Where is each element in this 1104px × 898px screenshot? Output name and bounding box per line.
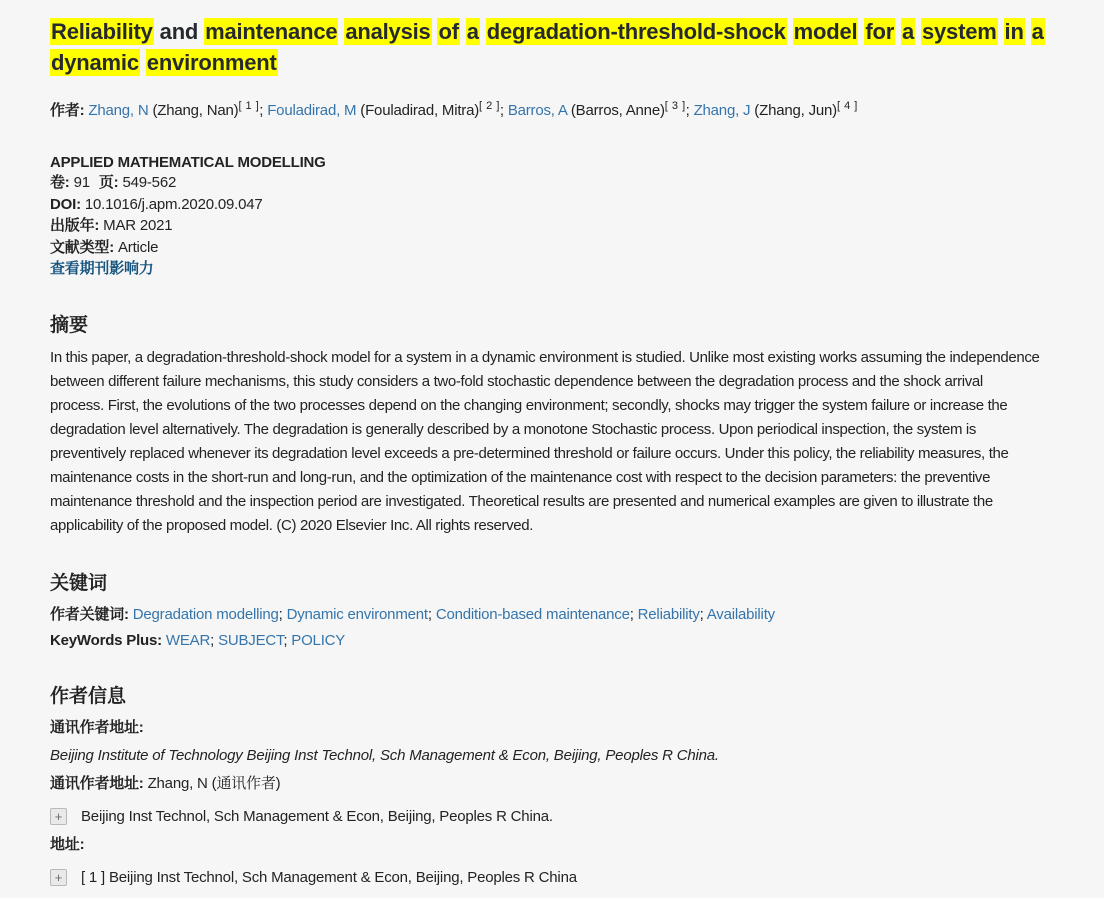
journal-block (50, 154, 1054, 280)
impact-line (50, 258, 1054, 280)
keyword-link[interactable]: WEAR (165, 631, 211, 649)
author-fullname: (Barros, Anne) (566, 102, 665, 119)
corr-author-value: Zhang, N (通讯作者) (147, 774, 281, 792)
corr-author-line (50, 773, 1054, 794)
authors-label: 作者: (50, 102, 85, 119)
title-highlight-word: maintenance (205, 19, 338, 44)
author-keywords-label: 作者关键词: (50, 605, 129, 623)
title-highlight-word: analysis (345, 19, 431, 44)
author-info-heading: 作者信息 (50, 685, 127, 707)
volume-pages-line (50, 172, 1054, 194)
address-label-line (50, 834, 1054, 855)
author-affiliation-number: [ 3 ] (664, 100, 686, 112)
article-title (50, 16, 1054, 78)
title-word: and (159, 19, 199, 44)
author-affiliation-number: [ 4 ] (836, 100, 858, 112)
pages-label: 页: (98, 174, 119, 191)
keywords-heading: 关键词 (50, 572, 108, 594)
title-highlight-word: in (1004, 19, 1024, 44)
title-highlight-word: of (438, 19, 459, 44)
doctype-value: Article (117, 238, 159, 256)
author-fullname: (Fouladirad, Mitra) (356, 102, 480, 119)
doctype-line (50, 237, 1054, 259)
keyword-link[interactable]: Dynamic environment (286, 605, 428, 623)
author-keywords-list: Degradation modelling; Dynamic environment; Condition-based maintenance; Reliability; Availability (132, 605, 775, 623)
keyword-link[interactable]: SUBJECT (218, 631, 284, 649)
keyword-link[interactable]: Reliability (637, 605, 700, 623)
title-highlight-word: environment (146, 50, 277, 75)
author-link[interactable]: Barros, A (507, 102, 567, 119)
doctype-label: 文献类型: (50, 238, 114, 256)
pubyear-line (50, 215, 1054, 237)
pubyear-label: 出版年: (50, 217, 100, 234)
address-item-row (50, 867, 1054, 888)
doi-label: DOI: (50, 195, 81, 213)
authors-list: Zhang, N (Zhang, Nan)[ 1 ]; Fouladirad, M (Fouladirad, Mitra)[ 2 ]; Barros, A (Barros, Anne)[ 3 ]; Zhang, J (Zhang, Jun)[ 4 ] (88, 100, 858, 119)
volume-label: 卷: (50, 174, 70, 191)
author-fullname: (Zhang, Nan) (148, 102, 239, 119)
abstract-heading: 摘要 (50, 314, 89, 336)
title-highlight-word: for (865, 19, 895, 44)
keyword-link[interactable]: Degradation modelling (132, 605, 279, 623)
pages-value: 549-562 (122, 174, 177, 191)
title-highlight-word: a (1031, 19, 1044, 44)
title-line-2 (50, 47, 1054, 78)
author-link[interactable]: Zhang, N (88, 102, 149, 119)
authors-line (50, 96, 1054, 121)
address-item-text: [ 1 ] Beijing Inst Technol, Sch Management & Econ, Beijing, Peoples R China (81, 868, 577, 886)
corr-address-label: 通讯作者地址: (50, 718, 144, 736)
corr-org-row (50, 806, 1054, 827)
title-highlight-word: system (921, 19, 997, 44)
title-highlight-word: model (793, 19, 858, 44)
view-journal-impact-link[interactable]: 查看期刊影响力 (50, 260, 154, 277)
title-line-1 (50, 16, 1054, 47)
author-affiliation-number: [ 2 ] (479, 100, 500, 112)
pubyear-value: MAR 2021 (103, 217, 173, 234)
doi-value: 10.1016/j.apm.2020.09.047 (84, 195, 263, 213)
title-highlight-word: dynamic (51, 50, 139, 75)
author-affiliation-number: [ 1 ] (238, 100, 260, 112)
corr-address-value: Beijing Institute of Technology Beijing Inst Technol, Sch Management & Econ, Beijing, Peoples R China. (50, 746, 719, 764)
title-highlight-word: Reliability (51, 19, 153, 44)
doi-line (50, 194, 1054, 216)
corr-address-label-line (50, 717, 1054, 738)
author-link[interactable]: Zhang, J (693, 102, 751, 119)
keyword-link[interactable]: Condition-based maintenance (435, 605, 630, 623)
corr-author-label: 通讯作者地址: (50, 774, 144, 792)
title-highlight-word: a (466, 19, 479, 44)
keywords-plus-line (50, 630, 1054, 651)
title-highlight-word: degradation-threshold-shock (486, 19, 786, 44)
keyword-link[interactable]: Availability (706, 605, 775, 623)
volume-value: 91 (73, 174, 90, 191)
expand-plus-icon[interactable]: + (50, 869, 67, 886)
journal-name: APPLIED MATHEMATICAL MODELLING (50, 154, 326, 171)
author-fullname: (Zhang, Jun) (750, 102, 837, 119)
author-link[interactable]: Fouladirad, M (267, 102, 357, 119)
title-highlight-word: a (902, 19, 915, 44)
keyword-link[interactable]: POLICY (291, 631, 346, 649)
keywords-plus-label: KeyWords Plus: (50, 631, 162, 649)
abstract-text: In this paper, a degradation-threshold-shock model for a system in a dynamic environment is studied. Unlike most existing works assuming the independence between different failure mechanisms, this study considers a two-fold stochastic dependence between the degradation process and the shock arrival process. First, the evolutions of the two processes depend on the changing environment; secondly, shocks may trigger the system failure or increase the degradation level alternatively. The degradation is generally described by a monotone Stochastic process. Upon periodical inspection, the system is preventively replaced whenever its degradation level exceeds a pre-determined threshold or failure occurs. Under this policy, the reliability measures, the maintenance costs in the short-run and long-run, and the optimization of the maintenance cost with respect to the decision parameters: the preventive maintenance threshold and the inspection period are investigated. Theoretical results are presented and numerical examples are given to illustrate the applicability of the proposed model. (C) 2020 Elsevier Inc. All rights reserved. (50, 348, 1040, 534)
expand-plus-icon[interactable]: + (50, 808, 67, 825)
address-label: 地址: (50, 835, 85, 853)
keywords-plus-list: WEAR; SUBJECT; POLICY (165, 631, 346, 649)
author-keywords-line (50, 604, 1054, 625)
corr-org-text: Beijing Inst Technol, Sch Management & Econ, Beijing, Peoples R China. (81, 807, 553, 825)
